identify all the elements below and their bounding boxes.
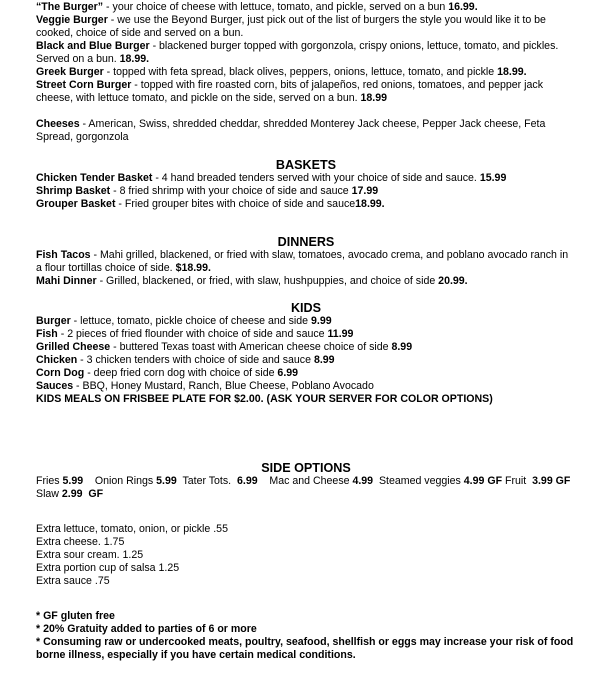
footnotes — [36, 610, 576, 662]
menu-item — [36, 341, 576, 354]
cheeses-line — [36, 118, 576, 144]
item-desc: - buttered Texas toast with American cheese choice of side — [110, 341, 392, 353]
item-name: Chicken Tender Basket — [36, 172, 153, 184]
footnote — [36, 623, 576, 636]
menu-item — [36, 275, 576, 288]
side-price: 3.99 — [532, 475, 553, 487]
item-desc: - topped with feta spread, black olives, peppers, onions, lettuce, tomato, and pickle — [103, 66, 498, 78]
menu-item — [36, 249, 576, 275]
item-desc: - 2 pieces of fried flounder with choice of side and sauce — [57, 328, 328, 340]
item-name: Grouper Basket — [36, 198, 116, 210]
side-options-line — [36, 475, 589, 501]
section-heading-kids: KIDS — [290, 301, 322, 315]
side-price: 6.99 — [237, 475, 258, 487]
menu-page — [36, 1, 589, 662]
item-price: 20.99. — [438, 275, 468, 287]
item-price: 6.99 — [277, 367, 299, 379]
item-price: 18.99. — [497, 66, 527, 78]
item-name: Grilled Cheese — [36, 341, 111, 353]
item-name: Fish — [36, 328, 58, 340]
item-price: 9.99 — [311, 315, 332, 327]
cheeses-text: - American, Swiss, shredded cheddar, shredded Monterey Jack cheese, Pepper Jack cheese, Feta Spread, gorgonzola — [36, 118, 546, 143]
section-heading-baskets: BASKETS — [275, 158, 337, 172]
side-tag: GF — [82, 488, 104, 500]
extra-item: Extra sour cream. 1.25 — [36, 549, 144, 561]
item-price: 16.99. — [448, 1, 478, 13]
item-price: 8.99 — [313, 354, 335, 366]
menu-item — [36, 315, 576, 328]
menu-item — [36, 198, 576, 211]
section-heading-sides: SIDE OPTIONS — [261, 461, 351, 475]
extra-item: Extra sauce .75 — [36, 575, 110, 587]
item-name: Chicken — [36, 354, 78, 366]
item-name: “The Burger” — [36, 1, 104, 13]
side-name: Mac and Cheese — [257, 475, 353, 487]
side-name: Slaw — [36, 475, 589, 500]
side-name: Steamed veggies — [373, 475, 464, 487]
footnote — [36, 610, 576, 623]
extra-item: Extra cheese. 1.75 — [36, 536, 125, 548]
item-price: 17.99 — [351, 185, 379, 197]
footnote-text: * 20% Gratuity added to parties of 6 or more — [36, 623, 257, 635]
item-price: 18.99. — [119, 53, 150, 65]
menu-item — [36, 185, 576, 198]
menu-item — [36, 40, 576, 66]
item-price: 11.99 — [327, 328, 354, 340]
menu-item — [36, 66, 576, 79]
menu-item — [36, 328, 576, 341]
footnote-text: * GF gluten free — [36, 610, 115, 622]
item-name: Fish Tacos — [36, 249, 91, 261]
item-price: 8.99 — [391, 341, 413, 353]
item-desc: - topped with fire roasted corn, bits of jalapeños, red onions, tomatoes, and pepper jack cheese, with lettuce tomato, and pickle on the side, served on a bun. — [36, 79, 543, 104]
burger-list — [36, 1, 576, 105]
item-desc: - blackened burger topped with gorgonzola, crispy onions, lettuce, tomato, and pickles. Served on a bun. — [36, 40, 559, 65]
item-desc: - 3 chicken tenders with choice of side and sauce — [77, 354, 314, 366]
side-name: Fruit — [502, 475, 533, 487]
item-name: Veggie Burger — [36, 14, 108, 26]
menu-item — [36, 79, 576, 105]
item-desc: - 8 fried shrimp with your choice of side and sauce — [110, 185, 352, 197]
side-tag: GF — [484, 475, 503, 487]
side-name: Tater Tots. — [176, 475, 238, 487]
extra-item: Extra lettuce, tomato, onion, or pickle .55 — [36, 523, 228, 535]
side-price: 5.99 — [156, 475, 177, 487]
kids-note — [36, 393, 576, 406]
side-price: 4.99 — [352, 475, 374, 487]
item-desc: - Grilled, blackened, or fried, with slaw, hushpuppies, and choice of side — [96, 275, 439, 287]
menu-item — [36, 1, 576, 14]
section-heading-dinners: DINNERS — [277, 235, 335, 249]
item-name: Corn Dog — [36, 367, 85, 379]
item-price: 15.99 — [479, 172, 507, 184]
item-price: 18.99. — [355, 198, 385, 210]
item-desc: - Fried grouper bites with choice of side and sauce — [115, 198, 356, 210]
side-price: 4.99 — [463, 475, 485, 487]
menu-item — [36, 172, 576, 185]
item-desc: - we use the Beyond Burger, just pick out of the list of burgers the style you would like it to be cooked, choice of side and served on a bun. — [36, 14, 546, 39]
menu-item — [36, 380, 576, 393]
item-name: Mahi Dinner — [36, 275, 97, 287]
extras-list — [36, 523, 576, 588]
item-desc: - 4 hand breaded tenders served with your choice of side and sauce. — [152, 172, 480, 184]
item-desc: - BBQ, Honey Mustard, Ranch, Blue Cheese, Poblano Avocado — [73, 380, 374, 392]
item-desc: - Mahi grilled, blackened, or fried with slaw, tomatoes, avocado crema, and poblano avocado ranch in a flour tortillas choice of side. — [36, 249, 569, 274]
menu-item — [36, 14, 576, 40]
side-price: 2.99 — [61, 488, 83, 500]
cheeses-label: Cheeses — [36, 118, 80, 130]
item-price: $18.99. — [175, 262, 211, 274]
item-name: Sauces — [36, 380, 74, 392]
item-name: Black and Blue Burger — [36, 40, 150, 52]
item-desc: - deep fried corn dog with choice of side — [84, 367, 278, 379]
extra-item: Extra portion cup of salsa 1.25 — [36, 562, 180, 574]
item-desc: - your choice of cheese with lettuce, tomato, and pickle, served on a bun — [103, 1, 449, 13]
side-tag: GF — [552, 475, 571, 487]
item-name: Greek Burger — [36, 66, 104, 78]
menu-item — [36, 367, 576, 380]
footnote — [36, 636, 576, 662]
kids-note-text: KIDS MEALS ON FRISBEE PLATE FOR $2.00. (ASK YOUR SERVER FOR COLOR OPTIONS) — [36, 393, 493, 405]
item-name: Burger — [36, 315, 71, 327]
item-desc: - lettuce, tomato, pickle choice of cheese and side — [70, 315, 311, 327]
side-name: Onion Rings — [83, 475, 157, 487]
item-price: 18.99 — [360, 92, 388, 104]
footnote-text: * Consuming raw or undercooked meats, poultry, seafood, shellfish or eggs may increase your risk of food borne illness, especially if you have certain medical conditions. — [36, 636, 574, 661]
side-price: 5.99 — [62, 475, 84, 487]
menu-item — [36, 354, 576, 367]
item-name: Street Corn Burger — [36, 79, 132, 91]
item-name: Shrimp Basket — [36, 185, 111, 197]
side-name: Fries — [36, 475, 63, 487]
